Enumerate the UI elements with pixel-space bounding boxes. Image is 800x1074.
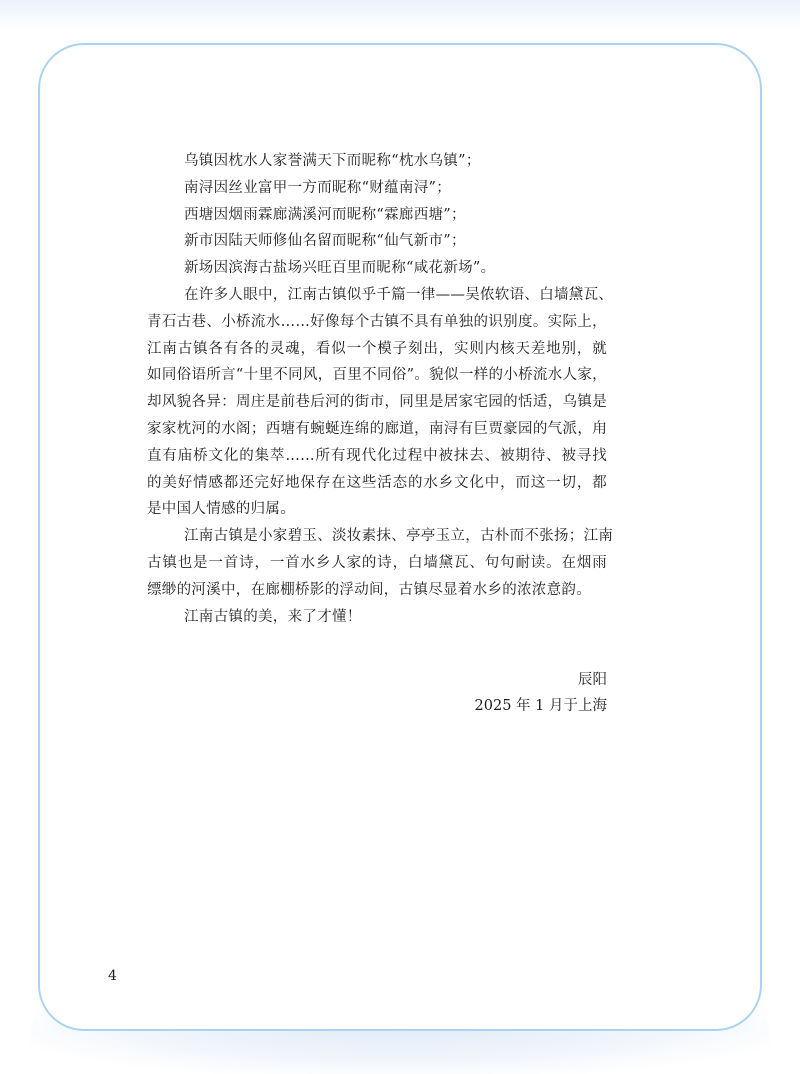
paragraph-line: 直有庙桥文化的集萃……所有现代化过程中被抹去、被期待、被寻找 (147, 447, 607, 464)
paragraph-line: 家家枕河的水阁；西塘有蜿蜒连绵的廊道，南浔有巨贾豪园的气派，甪 (147, 420, 607, 437)
poem-line: 西塘因烟雨霖廊满溪河而昵称“霖廊西塘”； (184, 206, 466, 223)
paragraph-line: 却风貌各异：周庄是前巷后河的街市，同里是居家宅园的恬适，乌镇是 (147, 394, 607, 411)
paragraph-line: 江南古镇是小家碧玉、淡妆素抹、亭亭玉立，古朴而不张扬；江南 (184, 528, 614, 545)
signature-author: 辰阳 (578, 672, 607, 688)
paragraph-line: 的美好情感都还完好地保存在这些活态的水乡文化中，而这一切，都 (147, 474, 607, 491)
page-number: 4 (108, 968, 117, 984)
top-glow (0, 0, 800, 30)
paragraph-line: 在许多人眼中，江南古镇似乎千篇一律——吴侬软语、白墙黛瓦、 (184, 286, 614, 303)
poem-line: 南浔因丝业富甲一方而昵称“财蕴南浔”； (184, 179, 452, 196)
paragraph-line: 青石古巷、小桥流水……好像每个古镇不具有单独的识别度。实际上， (147, 313, 607, 330)
paragraph-line: 缥缈的河溪中，在廊棚桥影的浮动间，古镇尽显着水乡的浓浓意韵。 (147, 581, 591, 598)
poem-line: 乌镇因枕水人家誉满天下而昵称“枕水乌镇”； (184, 153, 481, 169)
paragraph-line: 如同俗语所言“十里不同风，百里不同俗”。貌似一样的小桥流水人家， (147, 367, 607, 384)
signature-date: 2025 年 1 月于上海 (474, 698, 607, 714)
poem-line: 新市因陆天师修仙名留而昵称“仙气新市”； (184, 233, 466, 250)
paragraph-line: 是中国人情感的归属。 (147, 501, 295, 518)
paragraph-line: 江南古镇各有各的灵魂，看似一个模子刻出，实则内核天差地别，就 (147, 340, 607, 357)
closing-line: 江南古镇的美，来了才懂！ (184, 608, 362, 625)
paragraph-line: 古镇也是一首诗，一首水乡人家的诗，白墙黛瓦、句句耐读。在烟雨 (147, 554, 607, 571)
poem-line: 新场因滨海古盐场兴旺百里而昵称“咸花新场”。 (184, 260, 496, 277)
body-text (147, 148, 614, 630)
